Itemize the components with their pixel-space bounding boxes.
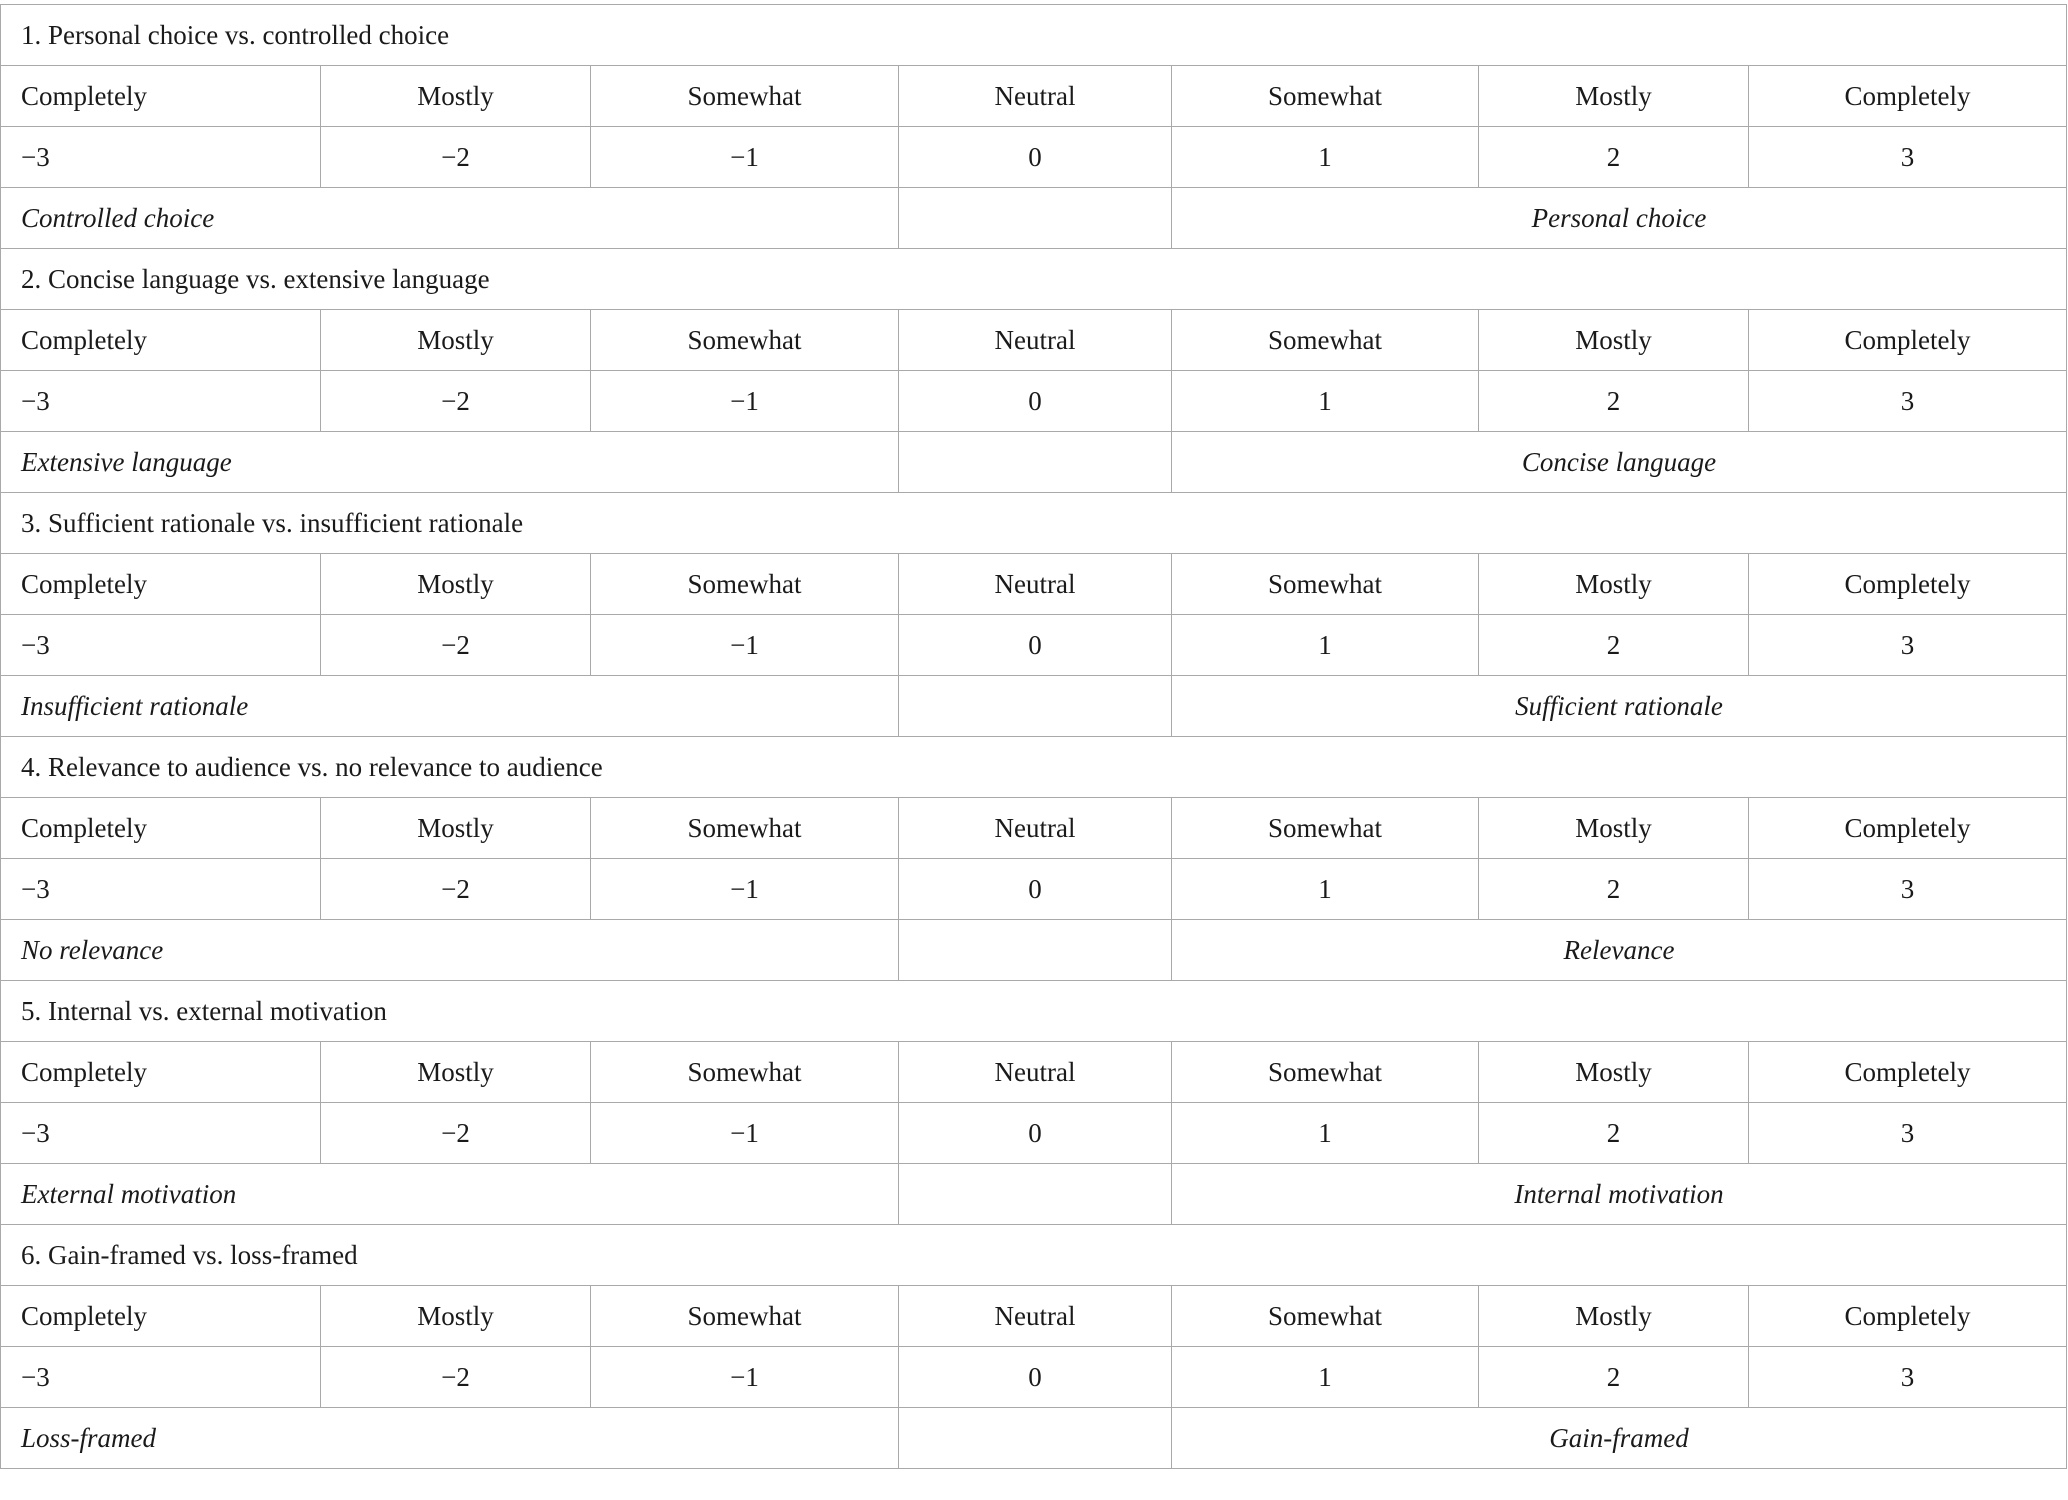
scale-score: −3: [1, 1347, 321, 1408]
item-title: 4. Relevance to audience vs. no relevance to audience: [1, 737, 2067, 798]
scale-score: −2: [321, 371, 591, 432]
item-title-row: [1, 737, 2067, 798]
scale-label: Somewhat: [1172, 1286, 1479, 1347]
right-anchor-label: Gain-framed: [1172, 1408, 2067, 1469]
scale-label-row: [1, 310, 2067, 371]
item-title: 2. Concise language vs. extensive language: [1, 249, 2067, 310]
scale-label: Completely: [1749, 798, 2067, 859]
right-anchor-label: Concise language: [1172, 432, 2067, 493]
right-anchor-label: Relevance: [1172, 920, 2067, 981]
item-title-row: [1, 981, 2067, 1042]
scale-score: −1: [591, 1347, 899, 1408]
scale-label: Mostly: [321, 310, 591, 371]
table-body: [1, 5, 2067, 1469]
neutral-anchor-cell: [899, 920, 1172, 981]
anchor-row: [1, 432, 2067, 493]
scale-label: Neutral: [899, 554, 1172, 615]
scale-score: 3: [1749, 615, 2067, 676]
scale-score: −3: [1, 615, 321, 676]
scale-score: 3: [1749, 371, 2067, 432]
scale-label: Somewhat: [591, 310, 899, 371]
scale-label: Completely: [1749, 1286, 2067, 1347]
scale-score: −2: [321, 615, 591, 676]
scale-label: Mostly: [1479, 798, 1749, 859]
scale-score: −1: [591, 371, 899, 432]
item-title: 5. Internal vs. external motivation: [1, 981, 2067, 1042]
scale-score: 3: [1749, 127, 2067, 188]
scale-label: Completely: [1749, 1042, 2067, 1103]
scale-score: −2: [321, 1347, 591, 1408]
scale-score: −2: [321, 1103, 591, 1164]
scale-label: Completely: [1, 1286, 321, 1347]
scale-label: Somewhat: [591, 66, 899, 127]
scale-score: 0: [899, 615, 1172, 676]
scale-score: 2: [1479, 127, 1749, 188]
scale-label: Mostly: [321, 66, 591, 127]
scale-score-row: [1, 127, 2067, 188]
scale-score: −2: [321, 859, 591, 920]
scale-label: Mostly: [321, 1286, 591, 1347]
scale-label: Neutral: [899, 1286, 1172, 1347]
right-anchor-label: Personal choice: [1172, 188, 2067, 249]
item-title-row: [1, 5, 2067, 66]
left-anchor-label: Loss-framed: [1, 1408, 899, 1469]
left-anchor-label: Insufficient rationale: [1, 676, 899, 737]
scale-label: Neutral: [899, 310, 1172, 371]
scale-score: −1: [591, 615, 899, 676]
neutral-anchor-cell: [899, 1164, 1172, 1225]
scale-score: −3: [1, 371, 321, 432]
scale-label: Completely: [1, 554, 321, 615]
scale-score: 2: [1479, 859, 1749, 920]
scale-score-row: [1, 1103, 2067, 1164]
neutral-anchor-cell: [899, 676, 1172, 737]
scale-label: Mostly: [1479, 66, 1749, 127]
neutral-anchor-cell: [899, 188, 1172, 249]
scale-score: −3: [1, 859, 321, 920]
scale-label: Completely: [1749, 310, 2067, 371]
scale-label-row: [1, 554, 2067, 615]
scale-label: Neutral: [899, 66, 1172, 127]
scale-label: Completely: [1749, 66, 2067, 127]
anchor-row: [1, 676, 2067, 737]
scale-score: 3: [1749, 1347, 2067, 1408]
scale-score: 2: [1479, 615, 1749, 676]
scale-label: Completely: [1749, 554, 2067, 615]
scale-label: Somewhat: [591, 1286, 899, 1347]
scale-score-row: [1, 615, 2067, 676]
item-title: 1. Personal choice vs. controlled choice: [1, 5, 2067, 66]
scale-score-row: [1, 859, 2067, 920]
scale-label: Mostly: [1479, 554, 1749, 615]
scale-label-row: [1, 1042, 2067, 1103]
scale-score: −1: [591, 859, 899, 920]
scale-score: 0: [899, 371, 1172, 432]
scale-label: Somewhat: [1172, 1042, 1479, 1103]
scale-label: Somewhat: [591, 554, 899, 615]
right-anchor-label: Internal motivation: [1172, 1164, 2067, 1225]
neutral-anchor-cell: [899, 1408, 1172, 1469]
scale-label: Somewhat: [1172, 798, 1479, 859]
right-anchor-label: Sufficient rationale: [1172, 676, 2067, 737]
left-anchor-label: Controlled choice: [1, 188, 899, 249]
scale-score: 2: [1479, 1103, 1749, 1164]
left-anchor-label: No relevance: [1, 920, 899, 981]
scale-score: 2: [1479, 371, 1749, 432]
item-title-row: [1, 1225, 2067, 1286]
scale-score: 0: [899, 859, 1172, 920]
scale-label: Somewhat: [591, 1042, 899, 1103]
scale-label: Neutral: [899, 1042, 1172, 1103]
scale-label-row: [1, 1286, 2067, 1347]
scale-score: 3: [1749, 1103, 2067, 1164]
scale-label: Completely: [1, 310, 321, 371]
scale-score: −3: [1, 127, 321, 188]
item-title: 6. Gain-framed vs. loss-framed: [1, 1225, 2067, 1286]
neutral-anchor-cell: [899, 432, 1172, 493]
anchor-row: [1, 1164, 2067, 1225]
left-anchor-label: Extensive language: [1, 432, 899, 493]
scale-score: 1: [1172, 371, 1479, 432]
scale-label: Mostly: [321, 554, 591, 615]
scale-label-row: [1, 798, 2067, 859]
scale-score-row: [1, 371, 2067, 432]
scale-label: Somewhat: [1172, 310, 1479, 371]
scale-label: Completely: [1, 66, 321, 127]
scale-score-row: [1, 1347, 2067, 1408]
item-title-row: [1, 493, 2067, 554]
scale-score: 1: [1172, 127, 1479, 188]
scale-label: Completely: [1, 1042, 321, 1103]
scale-label: Neutral: [899, 798, 1172, 859]
anchor-row: [1, 188, 2067, 249]
scale-score: 1: [1172, 1347, 1479, 1408]
scale-label: Somewhat: [1172, 66, 1479, 127]
scale-label-row: [1, 66, 2067, 127]
scale-label: Mostly: [321, 1042, 591, 1103]
scale-label: Mostly: [1479, 1042, 1749, 1103]
scale-score: −1: [591, 127, 899, 188]
scale-score: −1: [591, 1103, 899, 1164]
scale-score: −3: [1, 1103, 321, 1164]
scale-score: 1: [1172, 1103, 1479, 1164]
scale-label: Somewhat: [1172, 554, 1479, 615]
scale-label: Mostly: [1479, 310, 1749, 371]
anchor-row: [1, 1408, 2067, 1469]
scale-score: 1: [1172, 615, 1479, 676]
left-anchor-label: External motivation: [1, 1164, 899, 1225]
scale-label: Completely: [1, 798, 321, 859]
scale-label: Somewhat: [591, 798, 899, 859]
scale-score: 3: [1749, 859, 2067, 920]
anchor-row: [1, 920, 2067, 981]
scale-score: 0: [899, 1347, 1172, 1408]
scale-label: Mostly: [321, 798, 591, 859]
rating-scale-table: [0, 4, 2067, 1469]
scale-score: 0: [899, 127, 1172, 188]
scale-score: 1: [1172, 859, 1479, 920]
item-title: 3. Sufficient rationale vs. insufficient rationale: [1, 493, 2067, 554]
scale-score: −2: [321, 127, 591, 188]
scale-label: Mostly: [1479, 1286, 1749, 1347]
scale-score: 0: [899, 1103, 1172, 1164]
scale-score: 2: [1479, 1347, 1749, 1408]
item-title-row: [1, 249, 2067, 310]
